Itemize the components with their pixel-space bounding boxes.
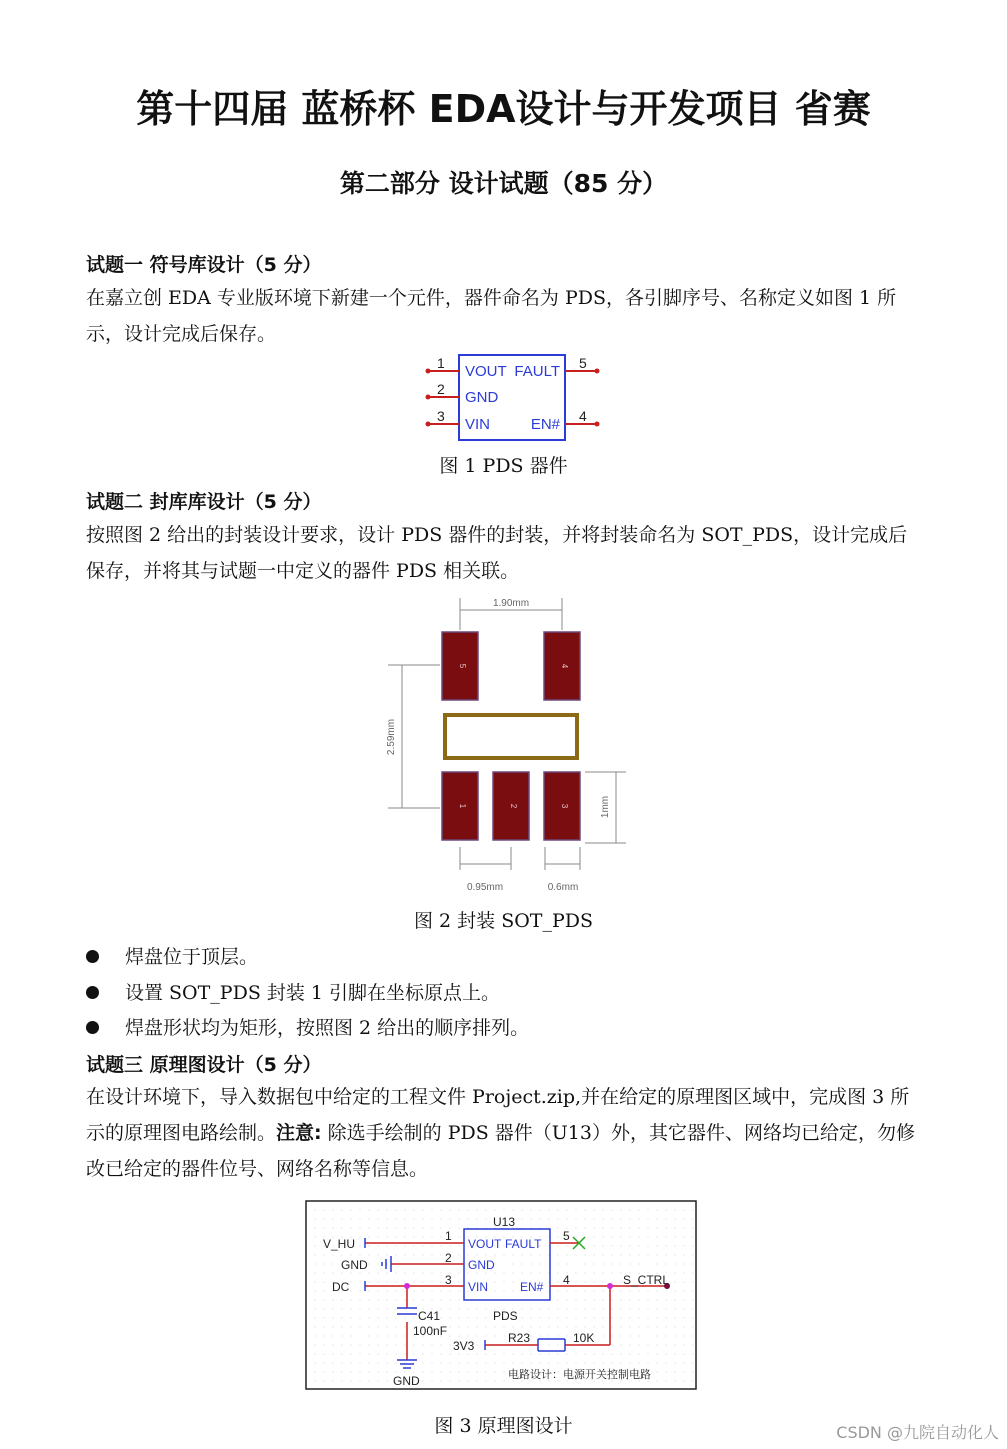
dim-width: 1.90mm (492, 598, 530, 609)
pin-number-3: 3 (437, 408, 445, 424)
q1-text: 在嘉立创 EDA 专业版环境下新建一个元件，器件命名为 PDS，各引脚序号、名称定义如图 1 所示，设计完成后保存。 (86, 287, 897, 345)
sch-pin-vin: VIN (468, 1280, 489, 1294)
document-title: 第十四届 蓝桥杯 EDA设计与开发项目 省赛 (136, 87, 871, 131)
net-gnd: GND (341, 1258, 368, 1272)
pin-name-vin: VIN (465, 416, 491, 433)
pin-name-fault: FAULT (514, 363, 560, 380)
q2-text: 按照图 2 给出的封装设计要求，设计 PDS 器件的封装，并将封装命名为 SOT_PDS，设计完成后保存，并将其与试题一中定义的器件 PDS 相关联。 (86, 524, 908, 582)
res-value: 10K (573, 1331, 595, 1345)
pad-label-4: 4 (560, 663, 569, 669)
schematic-footer: 电路设计：电源开关控制电路 (508, 1368, 651, 1381)
watermark: CSDN @九院自动化人 (836, 1423, 999, 1442)
pin-name-en: EN# (530, 416, 560, 433)
figure3-caption: 图 3 原理图设计 (434, 1415, 573, 1437)
pin-name-gnd: GND (465, 389, 499, 406)
net-3v3: 3V3 (453, 1339, 475, 1353)
pad-label-2: 2 (509, 803, 518, 809)
ic-ref: U13 (493, 1215, 516, 1229)
figure1-caption: 图 1 PDS 器件 (439, 455, 568, 477)
bullet-item: 焊盘位于顶层。 (86, 942, 258, 969)
pad-label-5: 5 (458, 663, 467, 669)
dim-pad-length: 1mm (600, 795, 611, 819)
pin-number-4: 4 (579, 408, 587, 424)
pin-number-5: 5 (579, 355, 587, 371)
dim-height: 2.59mm (386, 718, 397, 756)
pin-number-2: 2 (437, 381, 445, 397)
pad-label-1: 1 (458, 803, 467, 809)
dim-pitch: 0.95mm (466, 882, 504, 893)
sch-pin-num-5: 5 (563, 1229, 570, 1243)
bullet-item: 焊盘形状均为矩形，按照图 2 给出的顺序排列。 (86, 1013, 529, 1040)
sch-pin-gnd: GND (468, 1258, 495, 1272)
sch-pin-num-4: 4 (563, 1273, 570, 1287)
net-sctrl: S_CTRL (623, 1273, 670, 1287)
q3-heading: 试题三 原理图设计（5 分） (86, 1054, 322, 1076)
bullet-item: 设置 SOT_PDS 封装 1 引脚在坐标原点上。 (86, 978, 500, 1005)
cap-ref: C41 (418, 1309, 441, 1323)
q3-text: 在设计环境下，导入数据包中给定的工程文件 Project.zip,并在给定的原理图区域中，完成图 3 所示的原理图电路绘制。注意: 除选手绘制的 PDS 器件（U13）外，其它器件、网络均已给定，勿修改已给定的器件位号、网络名称等信息。 (86, 1086, 915, 1180)
net-vhu: V_HU (323, 1237, 356, 1251)
figure1-symbol (420, 350, 610, 445)
sch-pin-num-2: 2 (445, 1251, 452, 1265)
sch-pin-fault: FAULT (505, 1237, 542, 1251)
dim-pad-width: 0.6mm (547, 882, 579, 893)
pin-name-vout: VOUT (465, 363, 507, 380)
ic-part: PDS (493, 1309, 518, 1323)
q2-heading: 试题二 封库库设计（5 分） (86, 491, 322, 513)
figure3-schematic (305, 1200, 697, 1390)
net-dc: DC (332, 1280, 350, 1294)
pin-number-1: 1 (437, 355, 445, 371)
figure2-caption: 图 2 封装 SOT_PDS (413, 910, 593, 932)
section-subtitle: 第二部分 设计试题（85 分） (339, 169, 668, 198)
sch-pin-num-1: 1 (445, 1229, 452, 1243)
gnd-label: GND (393, 1374, 420, 1388)
pad-label-3: 3 (560, 803, 569, 809)
q1-heading: 试题一 符号库设计（5 分） (86, 254, 322, 276)
sch-pin-num-3: 3 (445, 1273, 452, 1287)
res-ref: R23 (508, 1331, 531, 1345)
sch-pin-vout: VOUT (468, 1237, 502, 1251)
sch-pin-en: EN# (520, 1280, 544, 1294)
cap-value: 100nF (413, 1324, 448, 1338)
figure2-footprint (380, 592, 630, 898)
